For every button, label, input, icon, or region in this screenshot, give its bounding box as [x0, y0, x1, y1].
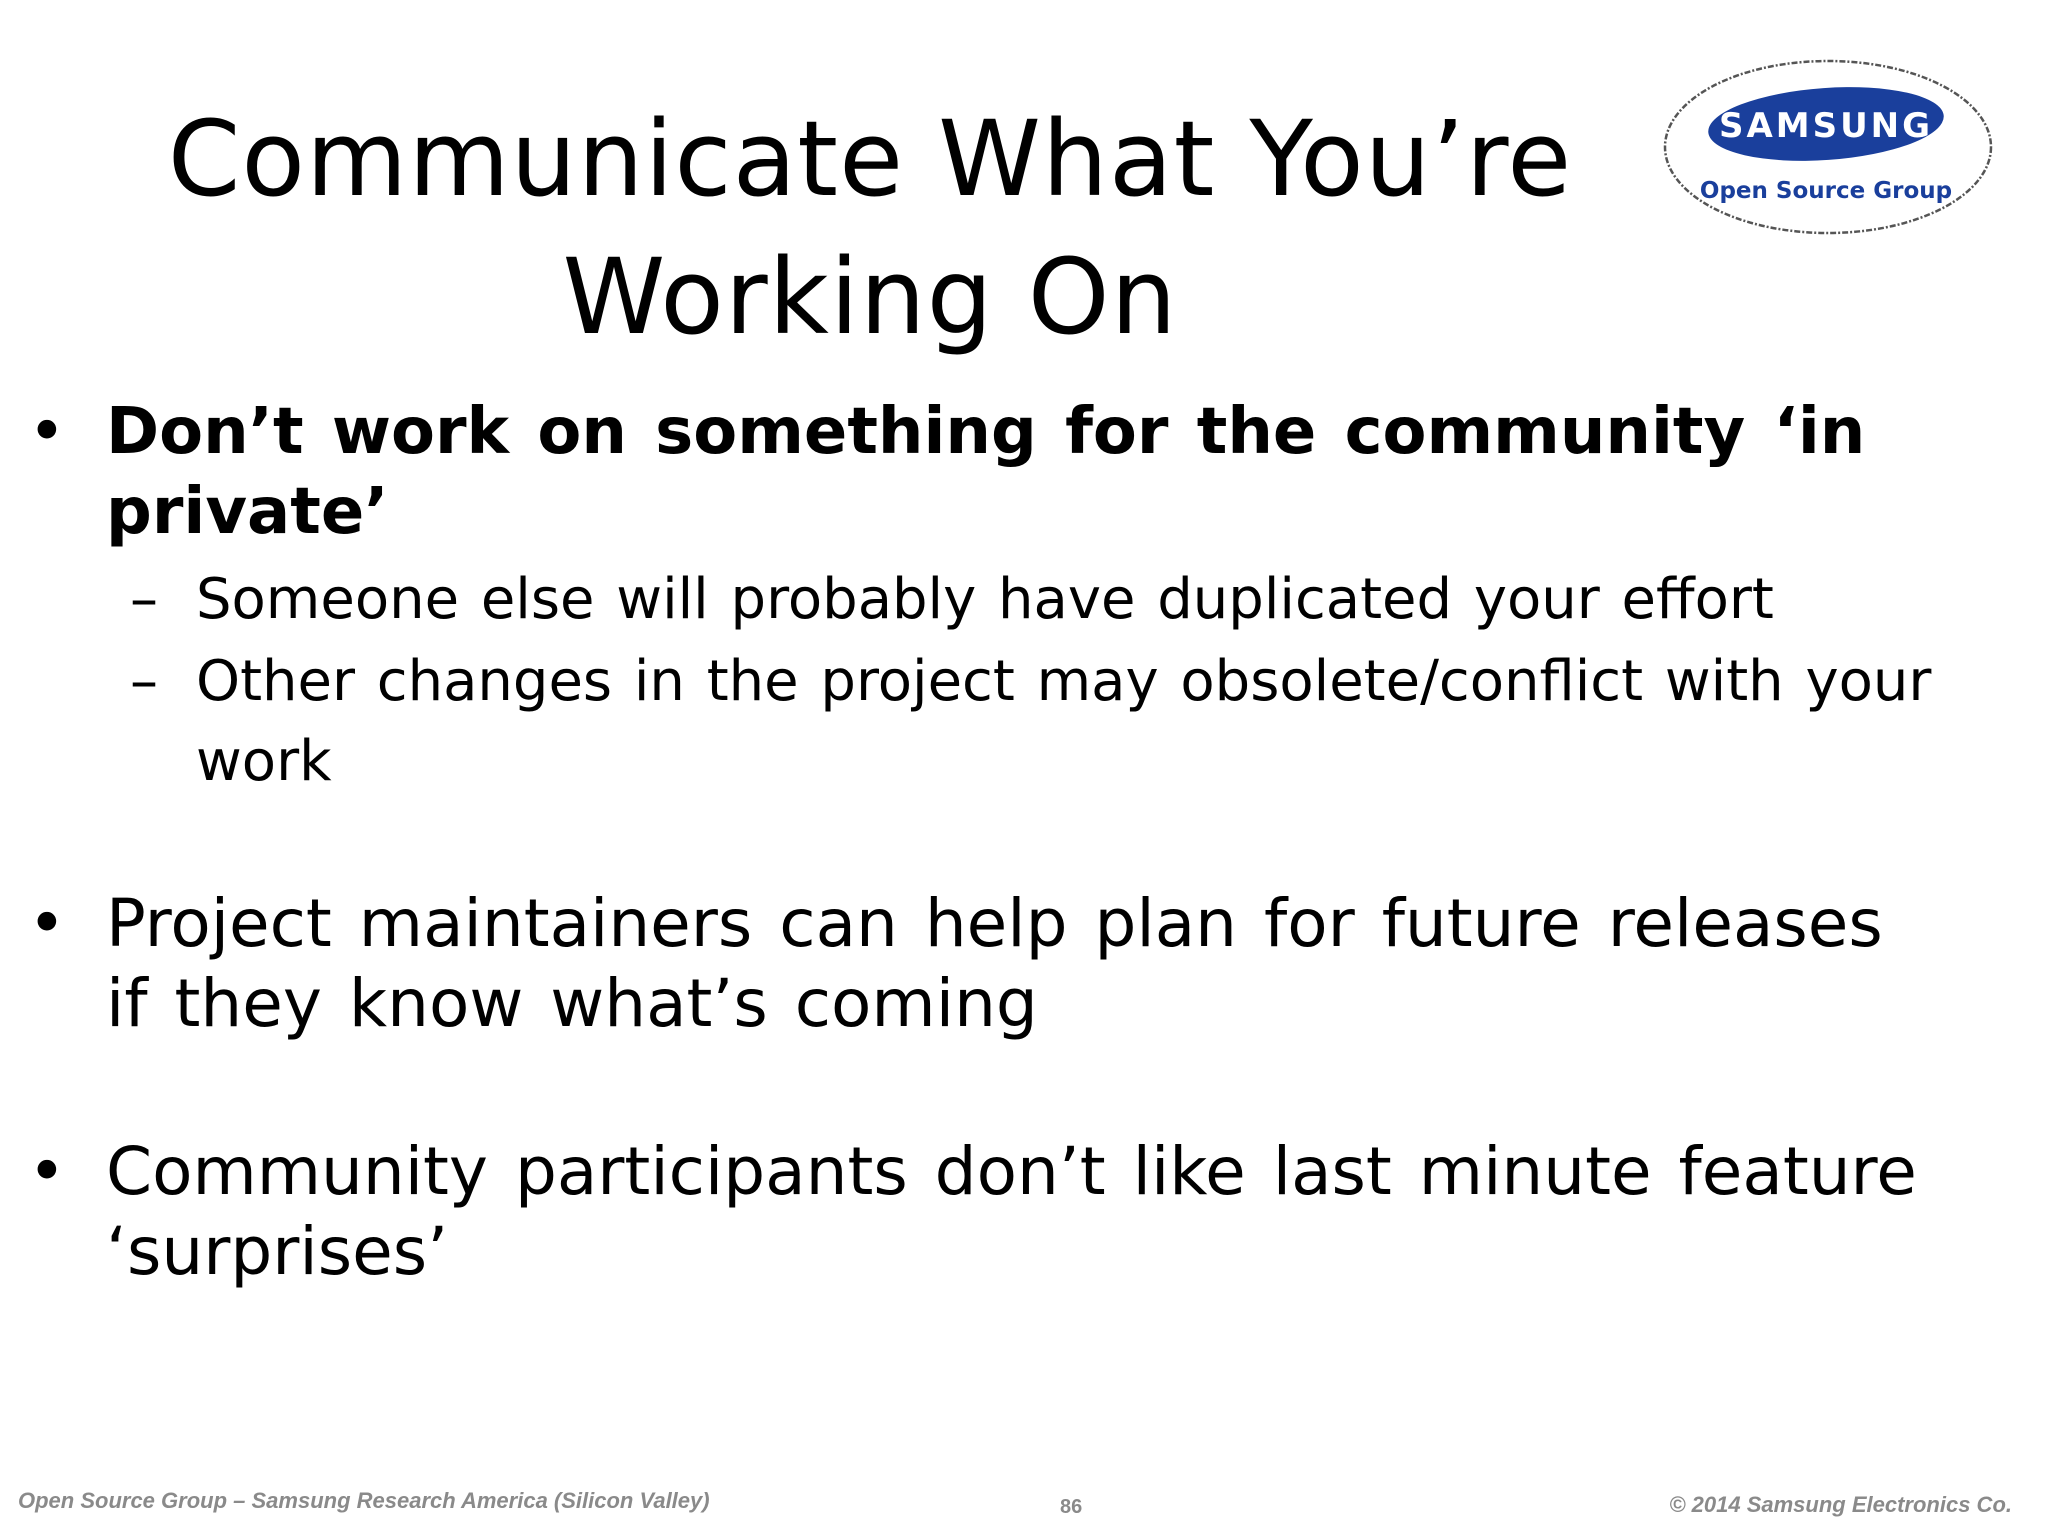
bullet-text-1: Don’t work on something for the community ‘in private’ — [106, 395, 1866, 549]
bullet-text-2: Project maintainers can help plan for future releases if they know what’s coming — [106, 885, 1883, 1042]
logo-brand-text: SAMSUNG — [1718, 106, 1934, 146]
slide-title-line-1: Communicate What You’re — [167, 97, 1573, 220]
footer-page-number: 86 — [1060, 1496, 1083, 1518]
footer-copyright: © 2014 Samsung Electronics Co. — [1669, 1492, 2012, 1517]
sub-marker: – — [130, 567, 158, 632]
bullet-marker: • — [28, 887, 66, 961]
bullet-marker: • — [28, 1135, 66, 1209]
bullet-marker: • — [28, 395, 66, 469]
sub-text-1-2: Other changes in the project may obsolete/conflict with your work — [196, 649, 1932, 794]
slide-title-line-2: Working On — [562, 235, 1178, 358]
bullet-text-3: Community participants don’t like last minute feature ‘surprises’ — [106, 1133, 1917, 1290]
sub-marker: – — [130, 649, 158, 714]
sub-text-1-1: Someone else will probably have duplicated your effort — [196, 567, 1774, 632]
logo-subtitle-text: Open Source Group — [1699, 178, 1953, 204]
footer-organization: Open Source Group – Samsung Research America (Silicon Valley) — [18, 1488, 710, 1513]
